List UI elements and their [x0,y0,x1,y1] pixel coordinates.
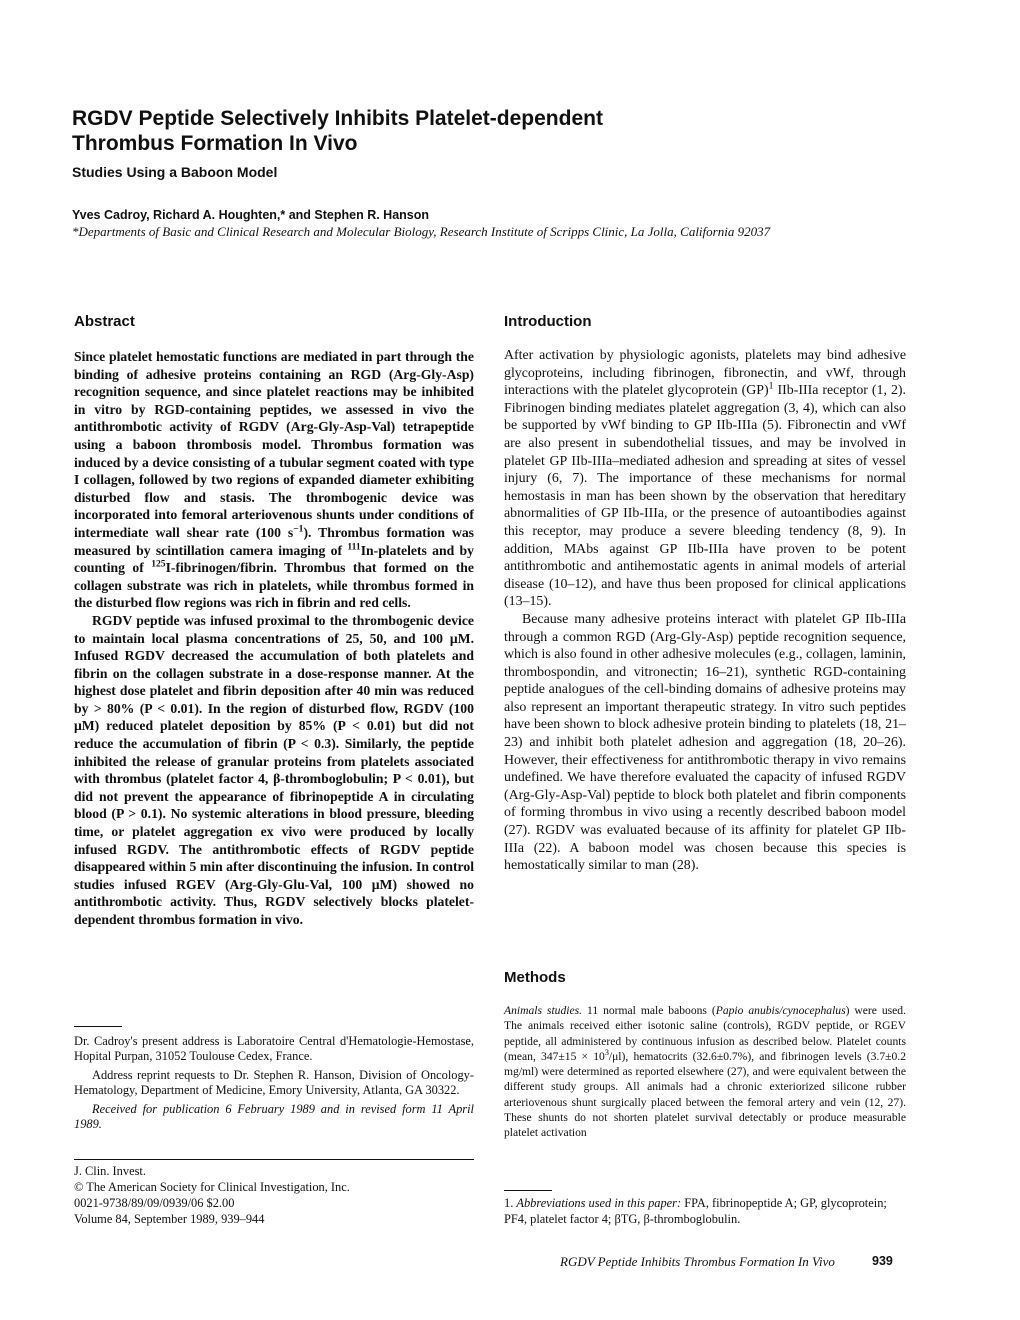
abbreviations-footnote [504,1196,906,1227]
superscript: 125 [151,558,166,570]
journal-divider [74,1159,474,1160]
volume-info: Volume 84, September 1989, 939–944 [74,1212,265,1226]
abstract-text: Since platelet hemostatic functions are mediated in part through the binding of adhesive proteins containing an RGD (Arg-Gly-Asp) recognition sequence, and since platelet reactions may be inhibited in vitro by RGD-containing peptides, we assessed in vivo the antithrombotic activity of RGDV (Arg-Gly-Asp-Val) tetrapeptide using a baboon thrombosis model. Thrombus formation was induced by a device consisting of a tubular segment coated with type I collagen, followed by two regions of expanded diameter exhibiting disturbed flow and stasis. The thrombogenic device was incorporated into femoral arteriovenous shunts under conditions of intermediate wall shear rate (100 s [74,349,474,540]
footnote-label: Abbreviations used in this paper: [516,1196,682,1210]
introduction-text: IIb-IIIa receptor (1, 2). Fibrinogen binding mediates platelet aggregation (3, 4), which can also be supported by vWf binding to GP IIb-IIIa (5). Fibronectin and vWf are also present in subendothelial tissues, and may be involved in platelet GP IIb-IIIa–mediated adhesion and spreading at sites of vessel injury (6, 7). The importance of these mechanisms for normal hemostasis in man has been shown by the observation that hereditary abnormalities of GP IIb-IIIa, or the presence of autoantibodies against this receptor, may produce a severe bleeding tendency (8, 9). In addition, MAbs against GP IIb-IIIa have proven to be potent antithrombotic and antihemostatic agents in animal models of arterial disease (10–12), and have thus been proposed for clinical applications (13–15). [504,383,907,610]
methods-text: /μl), hematocrits (32.6±0.7%), and fibrinogen levels (3.7±0.2 mg/ml) were determined as reported elsewhere (27), and were equivalent between the different study groups. All animals had a chronic exteriorized silicone rubber arteriovenous shunt surgically placed between the femoral artery and vein (12, 27). These shunts do not shorten platelet survival detectably or produce measurable platelet activation [504,1049,906,1140]
introduction-body [504,347,906,875]
footnote-address: Dr. Cadroy's present address is Laboratoire Central d'Hematologie-Hemostase, Hopital Purpan, 31052 Toulouse Cedex, France. [74,1034,474,1064]
methods-text: 11 normal male baboons ( [582,1004,716,1017]
abstract-paragraph-1 [74,348,474,612]
author-affiliation: *Departments of Basic and Clinical Research and Molecular Biology, Research Institute of Scripps Clinic, La Jolla, California 92037 [72,224,771,239]
footnote-reprint: Address reprint requests to Dr. Stephen R. Hanson, Division of Oncology-Hematology, Department of Medicine, Emory University, Atlanta, GA 30322. [74,1067,474,1098]
abstract-body [74,348,474,929]
abstract-paragraph-2: RGDV peptide was infused proximal to the thrombogenic device to maintain local plasma concentrations of 25, 50, and 100 μM. Infused RGDV decreased the accumulation of both platelets and fibrin on the collagen substrate in a dose-response manner. At the highest dose platelet and fibrin deposition after 40 min was reduced by > 80% (P < 0.01). In the region of disturbed flow, RGDV (100 μM) reduced platelet deposition by 85% (P < 0.01) but did not reduce the accumulation of fibrin (P < 0.3). Similarly, the peptide inhibited the release of granular proteins from platelets associated with thrombus (platelet factor 4, β-thromboglobulin; P < 0.01), but did not prevent the appearance of fibrinopeptide A in circulating blood (P > 0.1). No systemic alterations in blood pressure, bleeding time, or platelet aggregation ex vivo were produced by locally infused RGDV. The antithrombotic effects of RGDV peptide disappeared within 5 min after discontinuing the infusion. In control studies infused RGEV (Arg-Gly-Glu-Val, 100 μM) showed no antithrombotic activity. Thus, RGDV selectively blocks platelet-dependent thrombus formation in vivo. [74,612,474,927]
runin-heading: Animals studies. [504,1004,583,1017]
title-footnotes [74,1034,474,1135]
methods-text: ) were used. The animals received either isotonic saline (controls), RGDV peptide, or RGEV peptide, all administered by continuous infusion as described below. Platelet counts (mean, 347±15 × 10 [504,1004,907,1063]
methods-heading: Methods [504,969,566,986]
abstract-text: In-platelets and by counting of [74,542,474,576]
footnote-divider [504,1190,552,1191]
introduction-paragraph-2: Because many adhesive proteins interact with platelet GP IIb-IIIa through a common RGD (Arg-Gly-Asp) peptide recognition sequence, which is also found in other adhesive molecules (e.g., collagen, laminin, thrombospondin, and vitronectin; 16–21), synthetic RGD-containing peptide analogues of the cell-binding domains of adhesive proteins may also represent an important therapeutic strategy. In vitro such peptides have been shown to block adhesive protein binding to platelets (18, 21–23) and inhibit both platelet adhesion and aggregation (18, 20–26). However, their effectiveness for antithrombotic therapy in vivo remains undefined. We have therefore evaluated the capacity of infused RGDV (Arg-Gly-Asp-Val) peptide to block both platelet and fibrin components of forming thrombus in vivo using a recently described baboon model (27). RGDV was evaluated because of its affinity for platelet GP IIb-IIIa (22). A baboon model was chosen because this species is hemostatically similar to man (28). [504,611,906,874]
abstract-text: I-fibrinogen/fibrin. Thrombus that formed on the collagen substrate was rich in platelets, while thrombus formed in the disturbed flow regions was rich in fibrin and red cells. [74,560,474,611]
running-footer: RGDV Peptide Inhibits Thrombus Formation In Vivo [560,1254,835,1269]
footnote-text: FPA, fibrinopeptide A; GP, glycoprotein; PF4, platelet factor 4; βTG, β-thromboglobulin. [504,1196,887,1226]
abstract-text: ). Thrombus formation was measured by scintillation camera imaging of [74,524,474,558]
issn-price: 0021-9738/89/09/0939/06 $2.00 [74,1196,235,1210]
introduction-text: After activation by physiologic agonists, platelets may bind adhesive glycoproteins, including fibrinogen, fibronectin, and vWf, through interactions with the platelet glycoprotein (GP) [504,348,906,399]
page-number: 939 [872,1254,893,1268]
superscript: 111 [347,540,361,552]
footnote-number: 1. [504,1196,517,1210]
footnote-marker: 1 [768,380,774,392]
title-line-2: Thrombus Formation In Vivo [72,132,358,155]
article-title [72,106,952,156]
superscript: −1 [293,523,304,535]
copyright: © The American Society for Clinical Investigation, Inc. [74,1180,350,1194]
introduction-paragraph-1 [504,347,906,611]
footnote-received [74,1102,474,1133]
journal-info [74,1163,474,1227]
article-subtitle: Studies Using a Baboon Model [72,164,278,180]
species-name: Papio anubis/cynocephalus [715,1004,846,1017]
journal-name: J. Clin. Invest. [74,1164,146,1178]
abstract-heading: Abstract [74,313,135,330]
superscript: 3 [604,1048,609,1058]
received-dates: Received for publication 6 February 1989 and in revised form 11 April 1989. [74,1101,474,1132]
methods-paragraph [504,1003,906,1141]
footnote-divider [74,1026,122,1027]
methods-body [504,1003,906,1141]
introduction-heading: Introduction [504,313,592,330]
title-line-1: RGDV Peptide Selectively Inhibits Platelet-dependent [72,107,603,130]
author-list: Yves Cadroy, Richard A. Houghten,* and Stephen R. Hanson [72,208,430,222]
